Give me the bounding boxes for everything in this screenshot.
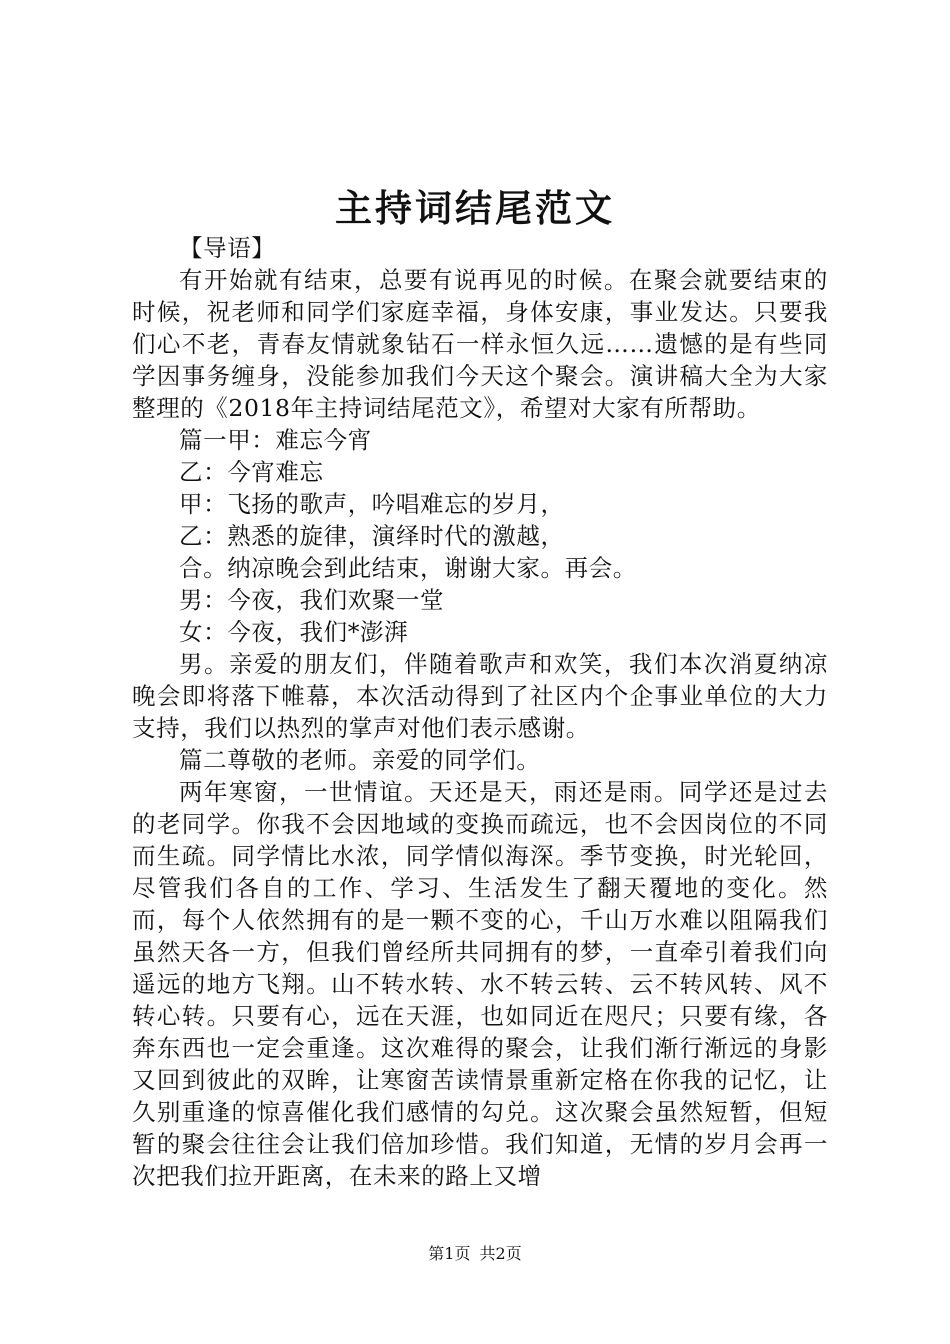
dialogue-line: 篇一甲：难忘今宵: [179, 426, 372, 454]
dialogue-line: 合。纳凉晚会到此结束，谢谢大家。再会。: [179, 554, 637, 582]
document-body: [132, 232, 828, 1192]
dialogue-line: 乙：熟悉的旋律，演绎时代的激越，: [179, 522, 565, 550]
section-heading: 篇二尊敬的老师。亲爱的同学们。: [179, 746, 541, 774]
body-paragraph: 男。亲爱的朋友们，伴随着歌声和欢笑，我们本次消夏纳凉晚会即将落下帷幕，本次活动得到了社区内个企事业单位的大力支持，我们以热烈的掌声对他们表示感谢。: [132, 650, 828, 742]
dialogue-line: 甲：飞扬的歌声，吟唱难忘的岁月，: [179, 490, 565, 518]
intro-paragraph: 有开始就有结束，总要有说再见的时候。在聚会就要结束的时候，祝老师和同学们家庭幸福，身体安康，事业发达。只要我们心不老，青春友情就象钻石一样永恒久远……遗憾的是有些同学因事务缠身，没能参加我们今天这个聚会。演讲稿大全为大家整理的《2018年主持词结尾范文》，希望对大家有所帮助。: [132, 266, 828, 422]
intro-label: 【导语】: [179, 234, 276, 262]
page-number: 第1页: [428, 1244, 471, 1263]
page-total: 共2页: [479, 1244, 522, 1263]
body-paragraph: 两年寒窗，一世情谊。天还是天，雨还是雨。同学还是过去的老同学。你我不会因地域的变换而疏远，也不会因岗位的不同而生疏。同学情比水浓，同学情似海深。季节变换，时光轮回，尽管我们各自的工作、学习、生活发生了翻天覆地的变化。然而，每个人依然拥有的是一颗不变的心，千山万水难以阻隔我们虽然天各一方，但我们曾经所共同拥有的梦，一直牵引着我们向遥远的地方飞翔。山不转水转、水不转云转、云不转风转、风不转心转。只要有心，远在天涯，也如同近在咫尺；只要有缘，各奔东西也一定会重逢。这次难得的聚会，让我们渐行渐远的身影又回到彼此的双眸，让寒窗苦读情景重新定格在你我的记忆，让久别重逢的惊喜催化我们感情的勾兑。这次聚会虽然短暂，但短暂的聚会往往会让我们倍加珍惜。我们知道，无情的岁月会再一次把我们拉开距离，在未来的路上又增: [132, 778, 828, 1190]
page-title: 主持词结尾范文: [335, 186, 615, 230]
dialogue-line: 男：今夜，我们欢聚一堂: [179, 586, 445, 614]
dialogue-line: 乙：今宵难忘: [179, 458, 324, 486]
page-footer: [0, 1243, 950, 1265]
dialogue-line: 女：今夜，我们*澎湃: [179, 618, 409, 646]
